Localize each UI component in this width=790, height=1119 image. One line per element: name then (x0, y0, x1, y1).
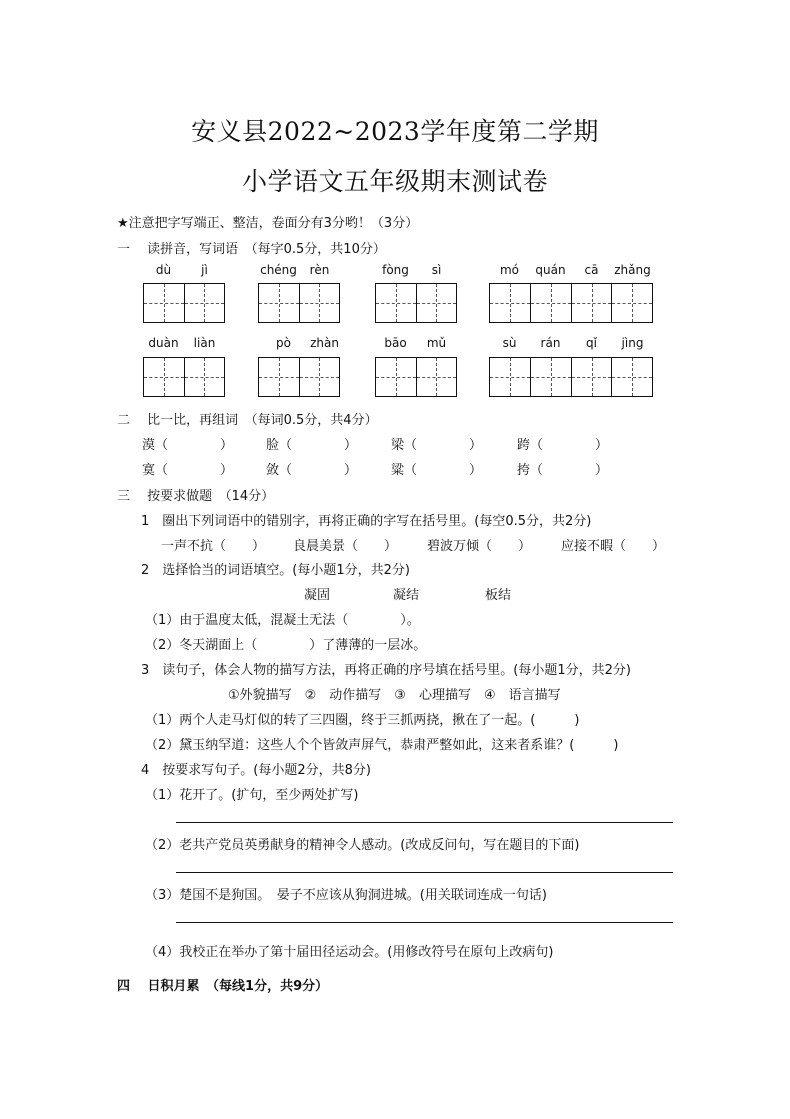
writing-grid[interactable] (258, 283, 340, 323)
section4-heading: 四 日积月累 （每线1分，共9分） (117, 979, 329, 994)
pinyin: dù (155, 263, 172, 277)
word-choice: 板结 (485, 588, 512, 603)
question-4-b: （2）老共产党员英勇献身的精神令人感动。(改成反问句，写在题目的下面) (145, 838, 580, 853)
writing-grid[interactable] (143, 357, 225, 397)
pinyin: bāo (384, 336, 407, 350)
writing-grid[interactable] (375, 357, 457, 397)
pinyin: jìng (621, 336, 644, 350)
pinyin: mǔ (426, 336, 447, 350)
pinyin: rèn (309, 263, 330, 277)
pinyin: duàn (148, 336, 179, 350)
pinyin: cā (584, 263, 599, 277)
word-choice: 凝结 (393, 588, 420, 603)
compare-item: 脸（ ） (266, 438, 358, 453)
pinyin: liàn (193, 336, 216, 350)
pinyin: mó (499, 263, 520, 277)
compare-item: 寞（ ） (142, 463, 234, 478)
compare-item: 漠（ ） (142, 438, 234, 453)
pinyin: zhàn (310, 336, 339, 350)
pinyin: quán (535, 263, 566, 277)
exam-title-line1: 安义县2022~2023学年度第二学期 (191, 117, 599, 146)
question-2: 2 选择恰当的词语填空。(每小题1分，共2分) (141, 563, 410, 578)
question-2-a: （1）由于温度太低，混凝土无法（ ）。 (145, 613, 420, 628)
question-3: 3 读句子，体会人物的描写方法，再将正确的序号填在括号里。(每小题1分，共2分) (141, 663, 631, 678)
compare-item: 跨（ ） (517, 438, 609, 453)
question-4-a: （1）花开了。(扩句，至少两处扩写) (145, 788, 359, 803)
typo-item: 应接不暇（ ） (561, 539, 666, 554)
answer-line[interactable] (176, 872, 673, 873)
typo-item: 良晨美景（ ） (293, 539, 398, 554)
question-2-b: （2）冬天湖面上（ ）了薄薄的一层冰。 (145, 638, 427, 653)
writing-grid[interactable] (489, 357, 653, 397)
pinyin: sù (502, 336, 517, 350)
question-1: 1 圈出下列词语中的错别字，再将正确的字写在括号里。(每空0.5分，共2分) (141, 514, 592, 529)
section3-heading: 三 按要求做题 （14分） (117, 489, 275, 504)
typo-item: 一声不抗（ ） (161, 539, 266, 554)
pinyin: rán (540, 336, 561, 350)
pinyin: zhǎng (614, 263, 651, 277)
typo-item: 碧波万倾（ ） (427, 539, 532, 554)
method-options: ①外貌描写 ② 动作描写 ③ 心理描写 ④ 语言描写 (228, 688, 561, 703)
compare-item: 粱（ ） (391, 463, 483, 478)
pinyin: jì (201, 263, 208, 277)
pinyin: qǐ (586, 336, 597, 350)
section1-heading: 一 读拼音，写词语 （每字0.5分，共10分） (117, 242, 386, 257)
question-4: 4 按要求写句子。(每小题2分，共8分) (141, 763, 371, 778)
exam-title-line2: 小学语文五年级期末测试卷 (241, 167, 548, 196)
question-4-c: （3）楚国不是狗国。 晏子不应该从狗洞进城。(用关联词连成一句话) (145, 888, 547, 903)
pinyin: sì (431, 263, 442, 277)
writing-grid[interactable] (258, 357, 340, 397)
question-3-a: （1）两个人走马灯似的转了三四圈，终于三抓两挠，揪在了一起。( ) (145, 713, 580, 728)
question-4-d: （4）我校正在举办了第十届田径运动会。(用修改符号在原句上改病句) (145, 945, 554, 960)
compare-item: 挎（ ） (517, 463, 609, 478)
answer-line[interactable] (176, 922, 673, 923)
pinyin: fòng (382, 263, 409, 277)
writing-grid[interactable] (143, 283, 225, 323)
neatness-notice: ★注意把字写端正、整洁，卷面分有3分哟！（3分） (117, 216, 419, 231)
word-choice: 凝固 (304, 588, 331, 603)
pinyin: chéng (260, 263, 297, 277)
section2-heading: 二 比一比，再组词 （每词0.5分，共4分） (117, 413, 378, 428)
compare-item: 梁（ ） (391, 438, 483, 453)
writing-grid[interactable] (375, 283, 457, 323)
pinyin: pò (276, 336, 291, 350)
compare-item: 敛（ ） (266, 463, 358, 478)
question-3-b: （2）黛玉纳罕道：这些人个个皆敛声屏气，恭肃严整如此，这来者系谁？( ) (145, 738, 619, 753)
answer-line[interactable] (176, 822, 673, 823)
writing-grid[interactable] (489, 283, 653, 323)
